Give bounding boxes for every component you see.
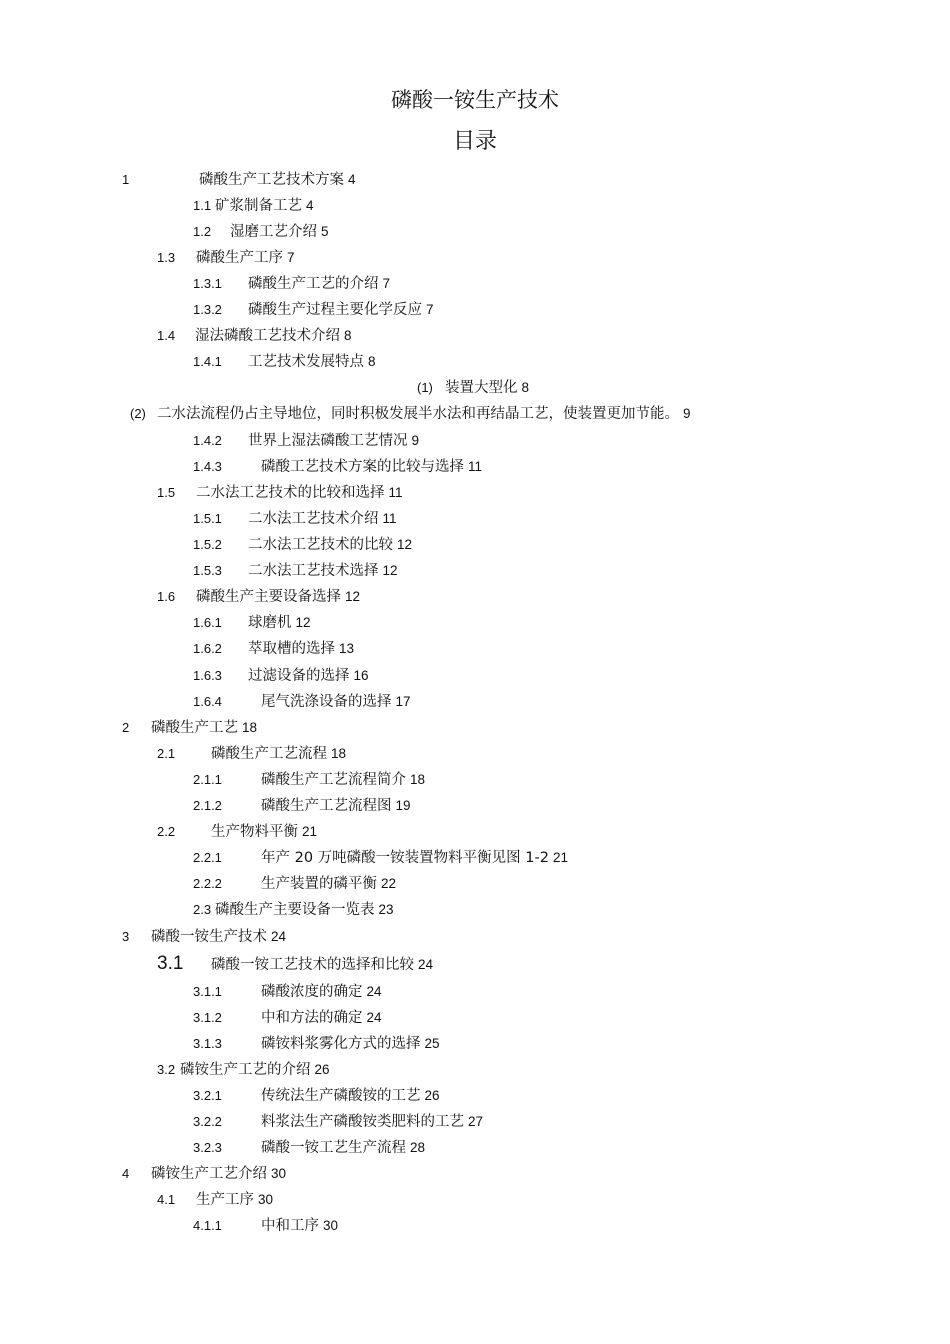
toc-entry-title: 湿法磷酸工艺技术介绍 — [195, 328, 340, 344]
toc-entry[interactable] — [157, 1190, 273, 1210]
toc-entry-page-number: 21 — [552, 850, 568, 865]
toc-entry-number: 3.1.2 — [193, 1010, 222, 1025]
toc-entry-page-number: 24 — [418, 957, 434, 972]
toc-entry[interactable] — [193, 196, 314, 216]
toc-entry-number: 1.6.4 — [193, 694, 222, 709]
toc-entry-number: 1.5.2 — [193, 537, 222, 552]
toc-entry-title: 二水法工艺技术介绍 — [248, 511, 379, 527]
toc-entry-page-number: 11 — [382, 511, 397, 526]
toc-entry[interactable] — [157, 744, 346, 764]
toc-entry-title: 生产工序 — [196, 1192, 254, 1208]
toc-entry[interactable] — [193, 352, 376, 372]
toc-entry[interactable] — [193, 666, 369, 686]
toc-entry[interactable] — [122, 718, 257, 738]
toc-entry-number: 1.2 — [193, 224, 212, 239]
toc-entry-number: 3.2.2 — [193, 1114, 222, 1129]
toc-entry-title: 尾气洗涤设备的选择 — [261, 694, 392, 710]
toc-entry-number: (2) — [130, 406, 146, 421]
toc-entry[interactable] — [157, 326, 352, 346]
toc-entry-page-number: 16 — [353, 668, 369, 683]
toc-entry-page-number: 12 — [345, 589, 361, 604]
toc-entry-page-number: 13 — [339, 641, 355, 656]
toc-entry[interactable] — [193, 222, 329, 242]
toc-entry-number: 1.4.1 — [193, 354, 222, 369]
toc-entry-number: 1.5.1 — [193, 511, 222, 526]
toc-entry-page-number: 25 — [424, 1036, 440, 1051]
toc-entry-page-number: 12 — [382, 563, 398, 578]
toc-entry-page-number: 26 — [314, 1062, 330, 1077]
toc-entry-page-number: 30 — [271, 1166, 287, 1181]
toc-entry-number: 1 — [122, 172, 130, 187]
toc-entry-number: 1.5 — [157, 485, 176, 500]
toc-entry-number: (1) — [417, 380, 433, 395]
toc-entry[interactable] — [193, 613, 311, 633]
toc-entry[interactable] — [122, 1164, 286, 1184]
toc-entry[interactable] — [193, 900, 394, 920]
toc-entry-page-number: 9 — [411, 433, 420, 448]
toc-entry[interactable] — [157, 822, 317, 842]
toc-entry-number: 1.3.2 — [193, 302, 222, 317]
toc-entry[interactable] — [193, 848, 568, 868]
toc-entry-title: 磷酸浓度的确定 — [261, 984, 363, 1000]
toc-entry-title: 磷酸生产主要设备一览表 — [215, 902, 375, 918]
toc-entry-number: 1.6 — [157, 589, 176, 604]
toc-entry-number: 1.6.1 — [193, 615, 222, 630]
toc-entry-title: 磷酸生产工艺流程 — [211, 746, 327, 762]
toc-entry-number: 2.1.1 — [193, 772, 222, 787]
toc-entry[interactable] — [157, 587, 360, 607]
toc-entry[interactable] — [417, 378, 529, 398]
toc-entry-number: 1.4 — [157, 328, 176, 343]
toc-entry-page-number: 26 — [424, 1088, 440, 1103]
toc-entry-page-number: 5 — [321, 224, 329, 239]
toc-entry-title: 磷酸工艺技术方案的比较与选择 — [261, 459, 464, 475]
toc-entry-page-number: 23 — [378, 902, 394, 917]
toc-entry-page-number: 4 — [306, 198, 314, 213]
toc-entry-title: 磷酸生产工艺 — [151, 720, 238, 736]
toc-entry-number: 2.1.2 — [193, 798, 222, 813]
toc-entry-number: 2.2.2 — [193, 876, 222, 891]
toc-entry-title: 湿磨工艺介绍 — [230, 224, 317, 240]
toc-entry[interactable] — [157, 954, 433, 975]
toc-entry-title: 磷酸一铵生产技术 — [151, 929, 267, 945]
toc-entry-page-number: 19 — [395, 798, 411, 813]
toc-entry-title: 中和方法的确定 — [261, 1010, 363, 1026]
toc-entry-number: 2.1 — [157, 746, 176, 761]
toc-entry[interactable] — [157, 248, 295, 268]
toc-entry-title: 磷酸生产工序 — [196, 250, 283, 266]
toc-entry-number: 3 — [122, 929, 130, 944]
toc-entry-page-number: 24 — [366, 984, 382, 999]
toc-entry-number: 3.1.3 — [193, 1036, 222, 1051]
toc-entry-page-number: 8 — [344, 328, 352, 343]
toc-entry[interactable] — [193, 1216, 338, 1236]
toc-entry-number: 4.1.1 — [193, 1218, 222, 1233]
toc-entry-number: 1.6.3 — [193, 668, 222, 683]
toc-entry-number: 4.1 — [157, 1192, 176, 1207]
toc-entry-number: 1.6.2 — [193, 641, 222, 656]
toc-entry-title: 二水法工艺技术的比较 — [248, 537, 393, 553]
toc-entry-title: 生产装置的磷平衡 — [261, 876, 377, 892]
toc-entry-page-number: 18 — [331, 746, 347, 761]
toc-entry-number: 3.1.1 — [193, 984, 222, 999]
toc-entry-page-number: 22 — [381, 876, 397, 891]
toc-entry-page-number: 8 — [368, 354, 376, 369]
toc-entry-number: 1.3 — [157, 250, 176, 265]
toc-entry[interactable] — [193, 692, 411, 712]
toc-entry-page-number: 7 — [382, 276, 391, 291]
toc-heading: 目录 — [452, 129, 497, 154]
toc-entry-number: 4 — [122, 1166, 130, 1181]
toc-entry[interactable] — [193, 274, 390, 294]
toc-entry-page-number: 28 — [410, 1140, 426, 1155]
toc-entry[interactable] — [193, 1086, 440, 1106]
toc-entry-title: 工艺技术发展特点 — [248, 354, 364, 370]
toc-entry-page-number: 12 — [397, 537, 413, 552]
toc-entry-number: 2.2.1 — [193, 850, 222, 865]
toc-entry-title: 年产 20 万吨磷酸一铵装置物料平衡见图 1-2 — [261, 850, 549, 866]
toc-entry-number: 1.1 — [193, 198, 212, 213]
toc-entry-title: 磷酸一铵工艺生产流程 — [261, 1140, 406, 1156]
toc-entry-title: 中和工序 — [261, 1218, 319, 1234]
toc-entry-number: 1.4.3 — [193, 459, 222, 474]
toc-entry-page-number: 18 — [242, 720, 258, 735]
toc-entry-page-number: 24 — [271, 929, 287, 944]
toc-entry[interactable] — [193, 535, 412, 555]
toc-entry-title: 磷酸生产工艺技术方案 — [199, 172, 344, 188]
toc-entry-number: 3.2.3 — [193, 1140, 222, 1155]
toc-entry-page-number: 18 — [410, 772, 426, 787]
toc-entry-number: 2.2 — [157, 824, 176, 839]
toc-entry[interactable] — [193, 1112, 483, 1132]
toc-entry-number: 3.1 — [157, 953, 184, 974]
toc-entry-page-number: 9 — [683, 406, 691, 421]
toc-entry-title: 磷酸生产主要设备选择 — [196, 589, 341, 605]
toc-entry-page-number: 24 — [366, 1010, 382, 1025]
toc-entry-page-number: 30 — [258, 1192, 274, 1207]
toc-entry-title: 磷铵料浆雾化方式的选择 — [261, 1036, 421, 1052]
toc-entry[interactable] — [193, 1008, 382, 1028]
toc-entry-number: 2 — [122, 720, 130, 735]
toc-entry-title: 料浆法生产磷酸铵类肥料的工艺 — [261, 1114, 464, 1130]
document-title: 磷酸一铵生产技术 — [391, 88, 559, 112]
toc-entry-title: 装置大型化 — [445, 380, 518, 396]
toc-entry-title: 矿浆制备工艺 — [215, 198, 302, 214]
toc-entry-title: 磷酸生产工艺的介绍 — [248, 276, 379, 292]
toc-entry[interactable] — [122, 927, 286, 947]
toc-entry-page-number: 11 — [388, 485, 403, 500]
toc-entry-title: 磷酸生产工艺流程简介 — [261, 772, 406, 788]
toc-entry[interactable] — [193, 561, 398, 581]
toc-entry[interactable] — [193, 874, 396, 894]
toc-entry-page-number: 4 — [348, 172, 356, 187]
toc-entry-page-number: 17 — [395, 694, 411, 709]
toc-entry[interactable] — [193, 796, 411, 816]
toc-entry[interactable] — [193, 639, 354, 659]
toc-entry-title: 过滤设备的选择 — [248, 668, 350, 684]
toc-entry[interactable] — [130, 404, 691, 424]
toc-entry-title: 磷铵生产工艺介绍 — [151, 1166, 267, 1182]
toc-entry-page-number: 21 — [302, 824, 318, 839]
toc-entry-title: 萃取槽的选择 — [248, 641, 335, 657]
toc-entry-title: 二水法流程仍占主导地位，同时积极发展半水法和再结晶工艺，使装置更加节能。 — [157, 406, 679, 422]
toc-entry-page-number: 11 — [468, 459, 483, 474]
toc-entry-title: 世界上湿法磷酸工艺情况 — [248, 433, 408, 449]
toc-entry[interactable] — [157, 1060, 330, 1080]
toc-entry-title: 磷酸生产过程主要化学反应 — [248, 302, 422, 318]
toc-entry-title: 二水法工艺技术选择 — [248, 563, 379, 579]
toc-entry[interactable] — [122, 170, 356, 190]
toc-entry-title: 球磨机 — [248, 615, 292, 631]
toc-entry-number: 2.3 — [193, 902, 212, 917]
toc-entry-title: 传统法生产磷酸铵的工艺 — [261, 1088, 421, 1104]
toc-entry[interactable] — [193, 457, 482, 477]
toc-entry-page-number: 7 — [287, 250, 295, 265]
toc-entry[interactable] — [193, 982, 382, 1002]
toc-entry[interactable] — [193, 770, 425, 790]
toc-entry-title: 生产物料平衡 — [211, 824, 298, 840]
toc-entry-title: 二水法工艺技术的比较和选择 — [196, 485, 385, 501]
toc-entry-page-number: 12 — [295, 615, 311, 630]
toc-entry-number: 1.4.2 — [193, 433, 222, 448]
toc-entry-page-number: 7 — [426, 302, 434, 317]
toc-entry-title: 磷酸一铵工艺技术的选择和比较 — [211, 957, 414, 973]
toc-entry-number: 3.2 — [157, 1062, 176, 1077]
toc-entry[interactable] — [193, 1138, 425, 1158]
toc-entry[interactable] — [193, 300, 434, 320]
toc-entry-number: 1.5.3 — [193, 563, 222, 578]
toc-entry[interactable] — [157, 483, 403, 503]
toc-entry-page-number: 30 — [323, 1218, 339, 1233]
toc-entry-page-number: 27 — [468, 1114, 484, 1129]
toc-entry[interactable] — [193, 1034, 440, 1054]
toc-entry[interactable] — [193, 509, 397, 529]
toc-entry-page-number: 8 — [521, 380, 530, 395]
toc-entry-number: 1.3.1 — [193, 276, 222, 291]
toc-entry[interactable] — [193, 431, 419, 451]
toc-entry-title: 磷铵生产工艺的介绍 — [180, 1062, 311, 1078]
toc-entry-number: 3.2.1 — [193, 1088, 222, 1103]
toc-entry-title: 磷酸生产工艺流程图 — [261, 798, 392, 814]
